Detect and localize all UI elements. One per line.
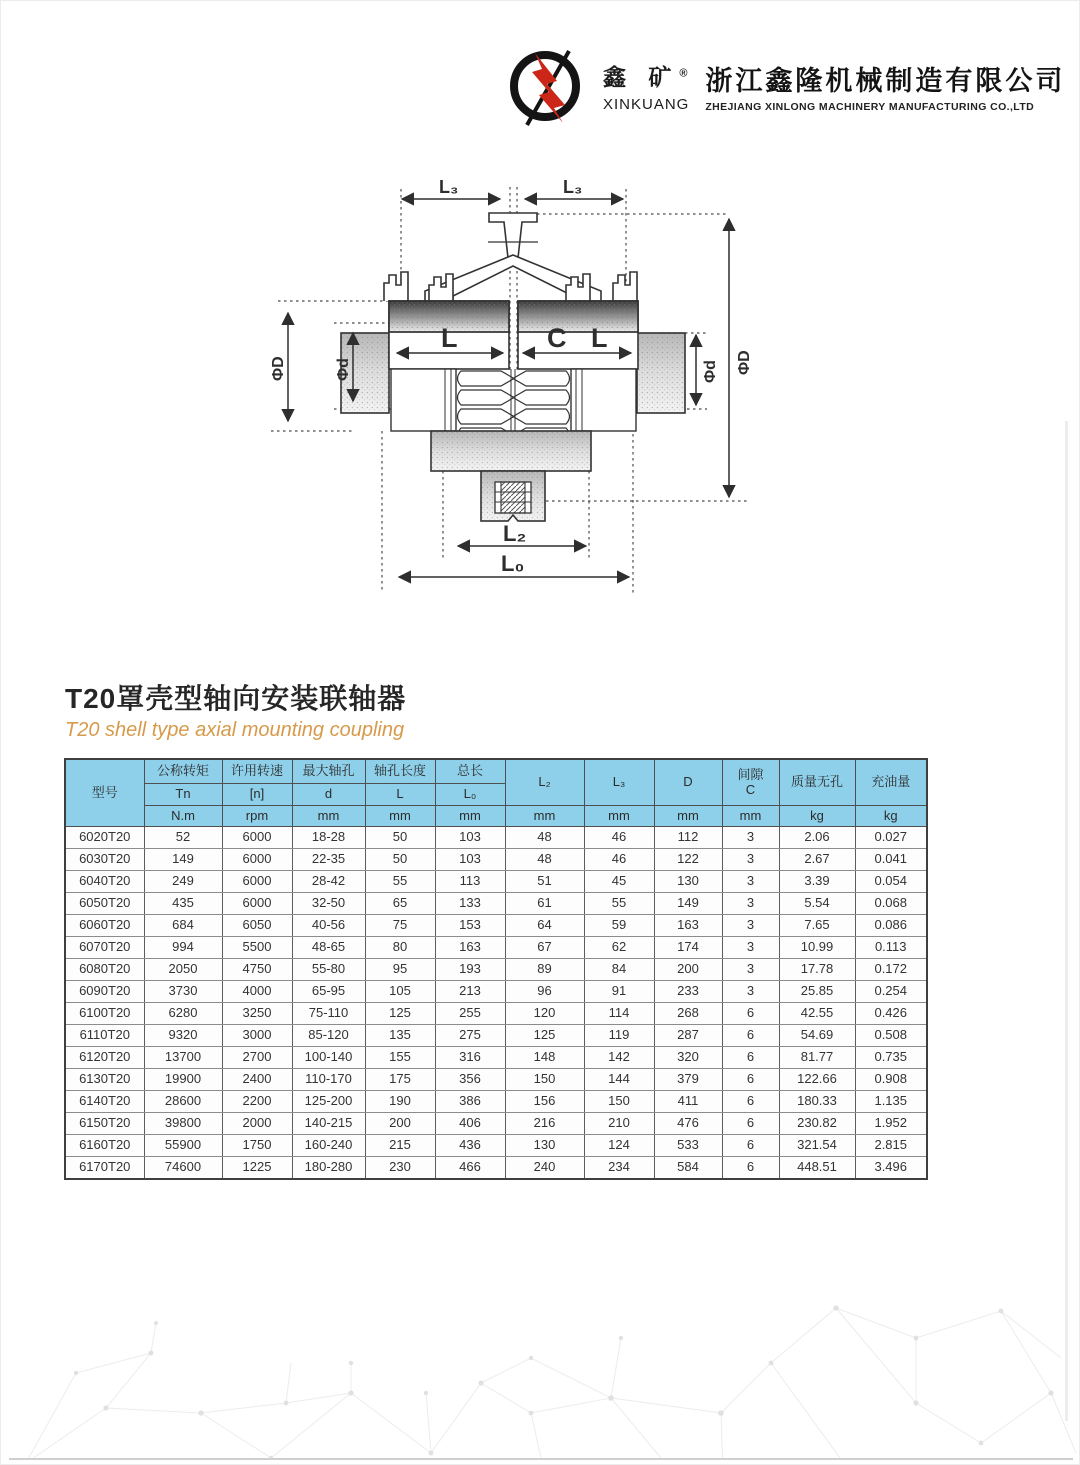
- cell-value: 89: [505, 959, 584, 981]
- cell-value: 476: [654, 1113, 722, 1135]
- cell-value: 32-50: [292, 893, 365, 915]
- cell-value: 3000: [222, 1025, 292, 1047]
- col-header-symbol: L₀: [435, 784, 505, 806]
- spec-table: [64, 758, 928, 1180]
- col-header-title: 最大轴孔: [292, 759, 365, 784]
- svg-text:L: L: [441, 323, 458, 353]
- table-row: [65, 893, 927, 915]
- spec-table-container: [64, 758, 928, 1180]
- cell-value: 200: [365, 1113, 435, 1135]
- cell-value: 180.33: [779, 1091, 855, 1113]
- cell-value: 114: [584, 1003, 654, 1025]
- cell-value: 3250: [222, 1003, 292, 1025]
- cell-model: 6090T20: [65, 981, 144, 1003]
- constellation-pattern: [1, 1263, 1080, 1459]
- cell-value: 142: [584, 1047, 654, 1069]
- cell-value: 50: [365, 827, 435, 849]
- cell-value: 684: [144, 915, 222, 937]
- cell-value: 3730: [144, 981, 222, 1003]
- cell-value: 1225: [222, 1157, 292, 1180]
- table-row: [65, 981, 927, 1003]
- cell-value: 5500: [222, 937, 292, 959]
- product-title-en: T20 shell type axial mounting coupling: [65, 719, 405, 741]
- svg-text:Φd: Φd: [335, 358, 352, 381]
- cell-value: 180-280: [292, 1157, 365, 1180]
- cell-value: 275: [435, 1025, 505, 1047]
- cell-value: 96: [505, 981, 584, 1003]
- cell-value: 2050: [144, 959, 222, 981]
- cell-value: 4750: [222, 959, 292, 981]
- cell-value: 6: [722, 1091, 779, 1113]
- cell-value: 3: [722, 893, 779, 915]
- col-header-title: 总长: [435, 759, 505, 784]
- cell-model: 6110T20: [65, 1025, 144, 1047]
- cell-value: 45: [584, 871, 654, 893]
- col-header-unit: mm: [435, 806, 505, 827]
- col-header-unit: kg: [855, 806, 927, 827]
- table-row: [65, 871, 927, 893]
- cell-model: 6050T20: [65, 893, 144, 915]
- cell-value: 3: [722, 981, 779, 1003]
- cell-value: 379: [654, 1069, 722, 1091]
- cell-value: 2200: [222, 1091, 292, 1113]
- table-row: [65, 1091, 927, 1113]
- cell-value: 110-170: [292, 1069, 365, 1091]
- cell-value: 0.086: [855, 915, 927, 937]
- cell-value: 148: [505, 1047, 584, 1069]
- col-header-title: L₂: [505, 759, 584, 806]
- cell-value: 18-28: [292, 827, 365, 849]
- cell-value: 50: [365, 849, 435, 871]
- cell-value: 130: [505, 1135, 584, 1157]
- cell-value: 2700: [222, 1047, 292, 1069]
- cell-value: 3: [722, 827, 779, 849]
- cell-value: 190: [365, 1091, 435, 1113]
- cell-value: 320: [654, 1047, 722, 1069]
- table-row: [65, 937, 927, 959]
- cell-value: 6000: [222, 893, 292, 915]
- cell-model: 6080T20: [65, 959, 144, 981]
- cell-value: 55: [584, 893, 654, 915]
- cell-value: 230.82: [779, 1113, 855, 1135]
- cell-value: 466: [435, 1157, 505, 1180]
- col-header-unit: mm: [654, 806, 722, 827]
- cell-value: 233: [654, 981, 722, 1003]
- col-header-symbol: d: [292, 784, 365, 806]
- cell-value: 105: [365, 981, 435, 1003]
- cell-value: 7.65: [779, 915, 855, 937]
- cell-value: 6: [722, 1047, 779, 1069]
- cell-value: 153: [435, 915, 505, 937]
- cell-value: 130: [654, 871, 722, 893]
- cell-value: 125: [505, 1025, 584, 1047]
- company-name-cn: 浙江鑫隆机械制造有限公司: [705, 66, 1066, 96]
- table-row: [65, 915, 927, 937]
- cell-value: 3.39: [779, 871, 855, 893]
- cell-value: 230: [365, 1157, 435, 1180]
- table-row: [65, 1003, 927, 1025]
- cell-value: 65-95: [292, 981, 365, 1003]
- col-header-title: 许用转速: [222, 759, 292, 784]
- cell-value: 0.027: [855, 827, 927, 849]
- product-title-cn: T20罩壳型轴向安装联轴器: [65, 683, 407, 714]
- cell-value: 10.99: [779, 937, 855, 959]
- company-name-en: ZHEJIANG XINLONG MACHINERY MANUFACTURING CO.,LTD: [705, 101, 1035, 113]
- cell-value: 0.068: [855, 893, 927, 915]
- cell-value: 436: [435, 1135, 505, 1157]
- col-header-symbol: [n]: [222, 784, 292, 806]
- cell-value: 28-42: [292, 871, 365, 893]
- cell-value: 160-240: [292, 1135, 365, 1157]
- cell-value: 249: [144, 871, 222, 893]
- cell-value: 67: [505, 937, 584, 959]
- cell-value: 149: [144, 849, 222, 871]
- cell-value: 316: [435, 1047, 505, 1069]
- cell-value: 75: [365, 915, 435, 937]
- cell-value: 119: [584, 1025, 654, 1047]
- cell-value: 51: [505, 871, 584, 893]
- cell-model: 6030T20: [65, 849, 144, 871]
- cell-value: 149: [654, 893, 722, 915]
- cell-value: 6: [722, 1025, 779, 1047]
- xinkuang-logo-icon: [505, 43, 597, 129]
- col-header-title: 间隙 C: [722, 759, 779, 806]
- cell-value: 0.508: [855, 1025, 927, 1047]
- cell-value: 240: [505, 1157, 584, 1180]
- col-header-title: 充油量: [855, 759, 927, 806]
- col-header-title: L₃: [584, 759, 654, 806]
- cell-value: 6: [722, 1135, 779, 1157]
- cell-value: 406: [435, 1113, 505, 1135]
- svg-text:L₀: L₀: [501, 551, 525, 576]
- cell-model: 6120T20: [65, 1047, 144, 1069]
- col-header-unit: mm: [292, 806, 365, 827]
- table-row: [65, 959, 927, 981]
- cell-value: 95: [365, 959, 435, 981]
- cell-model: 6130T20: [65, 1069, 144, 1091]
- cell-value: 40-56: [292, 915, 365, 937]
- cell-model: 6150T20: [65, 1113, 144, 1135]
- cell-value: 113: [435, 871, 505, 893]
- cell-value: 25.85: [779, 981, 855, 1003]
- cell-value: 3: [722, 849, 779, 871]
- cell-value: 6: [722, 1113, 779, 1135]
- coupling-technical-drawing: [249, 159, 773, 611]
- cell-value: 19900: [144, 1069, 222, 1091]
- cell-value: 386: [435, 1091, 505, 1113]
- cell-value: 48: [505, 849, 584, 871]
- cell-model: 6100T20: [65, 1003, 144, 1025]
- cell-value: 3: [722, 871, 779, 893]
- cell-value: 1.952: [855, 1113, 927, 1135]
- cell-value: 150: [584, 1091, 654, 1113]
- col-header-model: 型号: [65, 759, 144, 827]
- cell-value: 216: [505, 1113, 584, 1135]
- cell-value: 356: [435, 1069, 505, 1091]
- svg-text:L₃: L₃: [439, 177, 459, 197]
- cell-value: 255: [435, 1003, 505, 1025]
- col-header-unit: mm: [365, 806, 435, 827]
- table-row: [65, 1113, 927, 1135]
- cell-model: 6060T20: [65, 915, 144, 937]
- cell-value: 6280: [144, 1003, 222, 1025]
- cell-value: 6050: [222, 915, 292, 937]
- cell-value: 0.908: [855, 1069, 927, 1091]
- cell-value: 6000: [222, 871, 292, 893]
- col-header-unit: mm: [584, 806, 654, 827]
- cell-value: 3: [722, 959, 779, 981]
- cell-value: 411: [654, 1091, 722, 1113]
- cell-value: 234: [584, 1157, 654, 1180]
- cell-value: 150: [505, 1069, 584, 1091]
- page-right-edge: [1065, 421, 1068, 1421]
- cell-value: 200: [654, 959, 722, 981]
- table-row: [65, 827, 927, 849]
- table-row: [65, 1135, 927, 1157]
- cell-value: 174: [654, 937, 722, 959]
- cell-value: 0.254: [855, 981, 927, 1003]
- col-header-symbol: L: [365, 784, 435, 806]
- cell-value: 994: [144, 937, 222, 959]
- cell-value: 64: [505, 915, 584, 937]
- cell-value: 2.06: [779, 827, 855, 849]
- cell-value: 2.67: [779, 849, 855, 871]
- cell-value: 80: [365, 937, 435, 959]
- cell-value: 213: [435, 981, 505, 1003]
- cell-value: 6000: [222, 827, 292, 849]
- logo-name-cn: 鑫 矿®: [603, 64, 688, 90]
- cell-value: 193: [435, 959, 505, 981]
- cell-value: 100-140: [292, 1047, 365, 1069]
- cell-value: 46: [584, 827, 654, 849]
- col-header-unit: rpm: [222, 806, 292, 827]
- cell-value: 6: [722, 1003, 779, 1025]
- cell-value: 75-110: [292, 1003, 365, 1025]
- cell-value: 321.54: [779, 1135, 855, 1157]
- cell-value: 287: [654, 1025, 722, 1047]
- cell-value: 103: [435, 849, 505, 871]
- logo-name-en: XINKUANG: [603, 96, 690, 113]
- cell-value: 91: [584, 981, 654, 1003]
- cell-value: 42.55: [779, 1003, 855, 1025]
- cell-value: 3.496: [855, 1157, 927, 1180]
- lower-housing: [431, 431, 591, 521]
- svg-text:L₃: L₃: [563, 177, 583, 197]
- cell-value: 5.54: [779, 893, 855, 915]
- cell-value: 55900: [144, 1135, 222, 1157]
- cell-value: 2400: [222, 1069, 292, 1091]
- svg-text:Φd: Φd: [702, 360, 719, 383]
- cell-value: 3: [722, 915, 779, 937]
- cell-value: 9320: [144, 1025, 222, 1047]
- table-row: [65, 1047, 927, 1069]
- cell-value: 6: [722, 1157, 779, 1180]
- page-bottom-edge: [9, 1458, 1073, 1460]
- col-header-unit: mm: [722, 806, 779, 827]
- svg-text:C: C: [547, 323, 567, 353]
- cell-value: 163: [435, 937, 505, 959]
- col-header-title: 轴孔长度: [365, 759, 435, 784]
- cell-value: 62: [584, 937, 654, 959]
- cell-value: 0.041: [855, 849, 927, 871]
- table-row: [65, 1069, 927, 1091]
- cell-value: 448.51: [779, 1157, 855, 1180]
- cell-value: 103: [435, 827, 505, 849]
- cell-value: 22-35: [292, 849, 365, 871]
- registered-mark: ®: [679, 67, 688, 80]
- col-header-unit: kg: [779, 806, 855, 827]
- svg-text:ΦD: ΦD: [270, 356, 287, 381]
- cell-value: 6000: [222, 849, 292, 871]
- table-row: [65, 1025, 927, 1047]
- cell-value: 163: [654, 915, 722, 937]
- cell-value: 155: [365, 1047, 435, 1069]
- cell-value: 55: [365, 871, 435, 893]
- cell-value: 84: [584, 959, 654, 981]
- cell-value: 81.77: [779, 1047, 855, 1069]
- brand-header: [505, 43, 1065, 129]
- cell-model: 6170T20: [65, 1157, 144, 1180]
- cell-value: 1.135: [855, 1091, 927, 1113]
- cell-value: 0.735: [855, 1047, 927, 1069]
- col-header-title: 公称转矩: [144, 759, 222, 784]
- cell-value: 125: [365, 1003, 435, 1025]
- cell-value: 65: [365, 893, 435, 915]
- cell-value: 133: [435, 893, 505, 915]
- cell-value: 112: [654, 827, 722, 849]
- svg-text:L₂: L₂: [503, 521, 527, 546]
- svg-text:L: L: [591, 323, 608, 353]
- cell-value: 175: [365, 1069, 435, 1091]
- cell-value: 17.78: [779, 959, 855, 981]
- cell-value: 0.426: [855, 1003, 927, 1025]
- cell-value: 210: [584, 1113, 654, 1135]
- cell-value: 2.815: [855, 1135, 927, 1157]
- cell-value: 54.69: [779, 1025, 855, 1047]
- cell-value: 48: [505, 827, 584, 849]
- cell-value: 4000: [222, 981, 292, 1003]
- cell-value: 0.172: [855, 959, 927, 981]
- col-header-symbol: Tn: [144, 784, 222, 806]
- cell-value: 3: [722, 937, 779, 959]
- cell-value: 435: [144, 893, 222, 915]
- cell-value: 59: [584, 915, 654, 937]
- table-row: [65, 1157, 927, 1180]
- cell-value: 28600: [144, 1091, 222, 1113]
- cell-value: 122.66: [779, 1069, 855, 1091]
- cell-value: 215: [365, 1135, 435, 1157]
- cell-value: 124: [584, 1135, 654, 1157]
- svg-text:ΦD: ΦD: [736, 350, 753, 375]
- cell-value: 533: [654, 1135, 722, 1157]
- cell-value: 0.113: [855, 937, 927, 959]
- cell-model: 6140T20: [65, 1091, 144, 1113]
- cell-value: 156: [505, 1091, 584, 1113]
- cell-value: 135: [365, 1025, 435, 1047]
- cell-value: 125-200: [292, 1091, 365, 1113]
- col-header-unit: N.m: [144, 806, 222, 827]
- cell-value: 52: [144, 827, 222, 849]
- col-header-title: 质量无孔: [779, 759, 855, 806]
- cell-model: 6160T20: [65, 1135, 144, 1157]
- cell-model: 6070T20: [65, 937, 144, 959]
- cell-value: 55-80: [292, 959, 365, 981]
- cell-value: 61: [505, 893, 584, 915]
- cell-value: 13700: [144, 1047, 222, 1069]
- cell-value: 48-65: [292, 937, 365, 959]
- cell-value: 1750: [222, 1135, 292, 1157]
- cell-value: 268: [654, 1003, 722, 1025]
- cell-value: 122: [654, 849, 722, 871]
- cell-value: 6: [722, 1069, 779, 1091]
- cell-value: 39800: [144, 1113, 222, 1135]
- cell-value: 584: [654, 1157, 722, 1180]
- cell-model: 6020T20: [65, 827, 144, 849]
- cell-value: 74600: [144, 1157, 222, 1180]
- cell-value: 120: [505, 1003, 584, 1025]
- cell-value: 85-120: [292, 1025, 365, 1047]
- col-header-title: D: [654, 759, 722, 806]
- cell-value: 140-215: [292, 1113, 365, 1135]
- cell-model: 6040T20: [65, 871, 144, 893]
- cell-value: 0.054: [855, 871, 927, 893]
- cell-value: 2000: [222, 1113, 292, 1135]
- table-row: [65, 849, 927, 871]
- cell-value: 144: [584, 1069, 654, 1091]
- col-header-unit: mm: [505, 806, 584, 827]
- cell-value: 46: [584, 849, 654, 871]
